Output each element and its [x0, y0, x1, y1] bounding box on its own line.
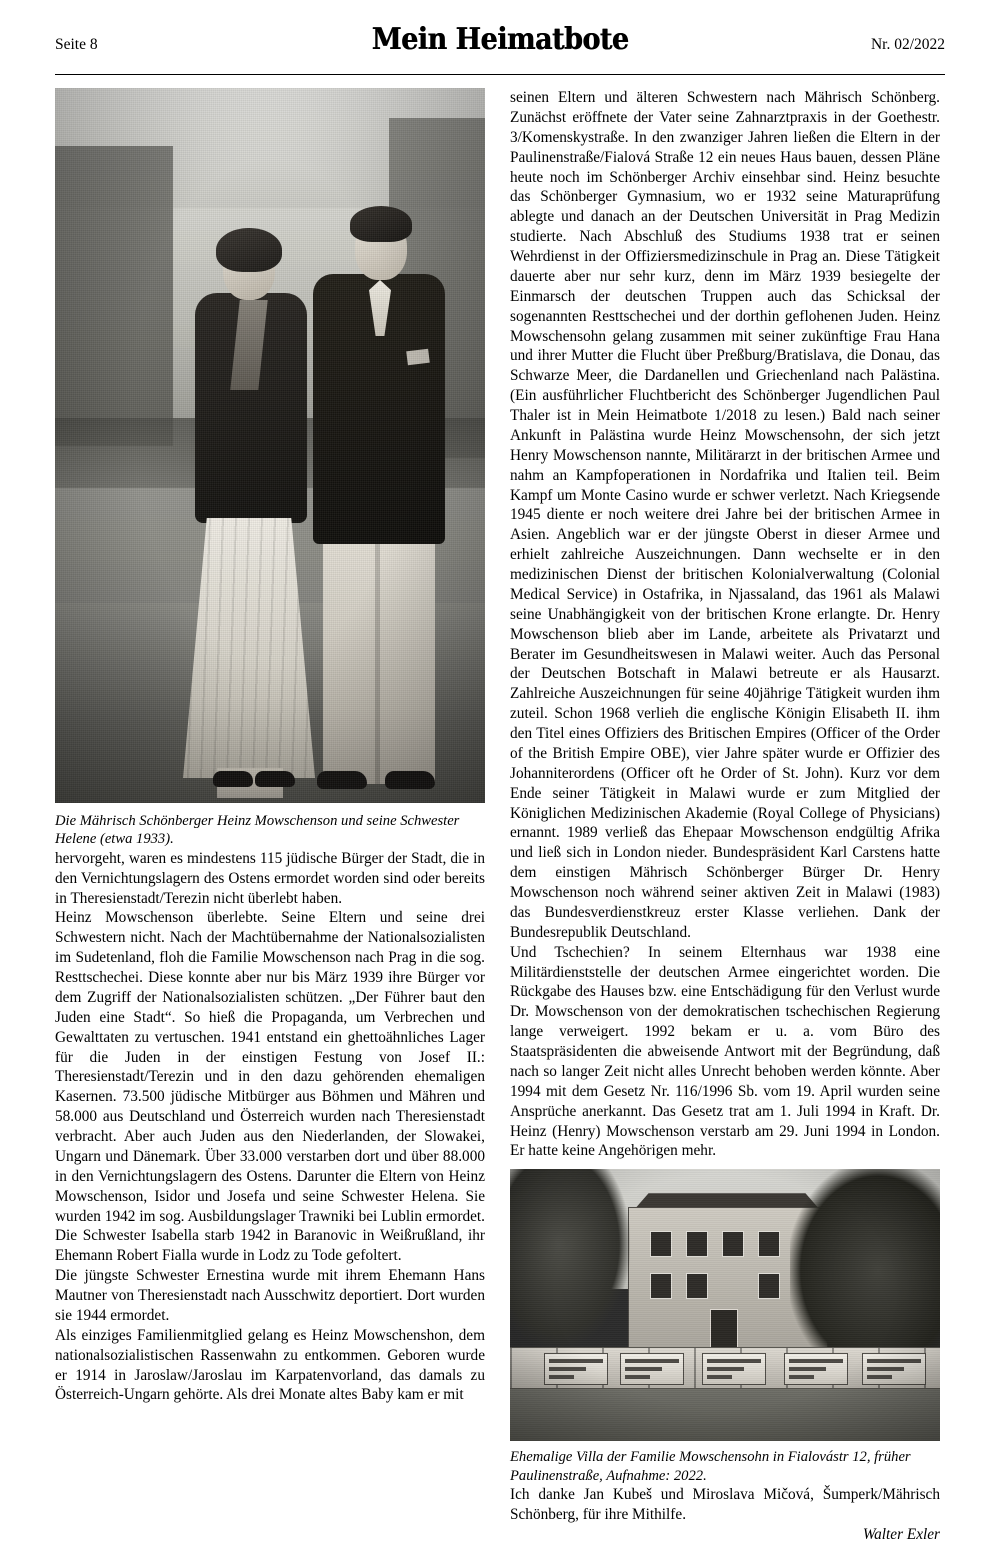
acknowledgement-paragraph: Ich danke Jan Kubeš und Miroslava Mičová, Šumperk/Mährisch Schönberg, für ihre Mithilfe. [510, 1486, 940, 1523]
left-column [55, 88, 485, 1405]
page-header [55, 22, 945, 66]
villa-photo [510, 1169, 940, 1441]
author-signature: Walter Exler [862, 1525, 940, 1543]
portrait-photo-caption: Die Mährisch Schönberger Heinz Mowschenson und seine Schwester Helene (etwa 1933). [55, 813, 460, 848]
issue-number-label: Nr. 02/2022 [870, 36, 945, 53]
left-paragraph-3: Die jüngste Schwester Ernestina wurde mit ihrem Ehemann Hans Mautner von Theresienstadt nach Ausschwitz deportiert. Dort wurden sie 1944 ermordet. [55, 1267, 485, 1324]
header-divider [55, 74, 945, 75]
historic-portrait-photo [55, 88, 485, 803]
right-paragraph-1: seinen Eltern und älteren Schwestern nach Mährisch Schönberg. Zunächst eröffnete der Vater seine Zahnarztpraxis in der Goethestr. 3/Komenskystraße. In den zwanziger Jahren ließen die Eltern in der Paulinenstraße/Fialová Straße 12 ein neues Haus bauen, dessen Pläne heute noch im Schönberger Archiv einsehbar sind. Heinz besuchte das Schönberger Gymnasium, wo er 1932 seine Maturaprüfung ablegte und danach an der Deutschen Universität in Prag Medizin studierte. Nach Abschluß des Studiums 1938 trat er seinen Wehrdienst in der Offiziersmedizinschule in Prag an. Diese Tätigkeit dauerte aber nur sehr kurz, denn im März 1939 besiegelte der Einmarsch der deutschen Truppen auch das Schicksal der sogenannten Resttschechei und der dorthin geflohenen Juden. Heinz Mowschensohn gelang zusammen mit seiner zukünftige Frau Hana und ihrer Mutter die Flucht über Preßburg/Bratislava, die Donau, das Schwarze Meer, die Dardanellen und Griechenland nach Palästina. (Ein ausführlicher Fluchtbericht des Schönberger Jugendlichen Paul Thaler ist in Mein Heimatbote 1/2018 zu lesen.) Bald nach seiner Ankunft in Palästina wurde Heinz Mowschensohn, der sich jetzt Henry Mowschenson nannte, Militärarzt in der britischen Armee und nahm an Kampfoperationen in Nordafrika und Italien teil. Beim Kampf um Monte Casino wurde er schwer verletzt. Nach Kriegsende 1945 diente er noch weitere drei Jahre bei der britischen Armee in Asien. Angeblich war er der jüngste Oberst in dieser Armee und erhielt zahlreiche Auszeichnungen. Dann wechselte er in den medizinischen Dienst der britischen Kolonialverwaltung (Colonial Medical Service) in Ostafrika, in Njassaland, das 1961 als Malawi seine Unabhängigkeit von der britischen Krone erlangte. Dr. Henry Mowschenson blieb aber im Lande, arbeitete als Privatarzt und Berater im Gesundheitswesen in Malawi weiter. Auch das Personal der Deutschen Botschaft in Malawi betreute er als Hausarzt. Zahlreiche Auszeichnungen für seine 40jährige Tätigkeit wurden ihm zuteil. Schon 1968 verlieh die englische Königin Elisabeth II. ihm den Titel eines Offiziers des Britischen Empires (Officer of the Order of the British Empire OBE), vier Jahre später wurde er Offizier des Johanniterordens (Officer oft he Order of St. John). Kurz vor dem Ende seiner Tätigkeit in Malawi wurde er zum Mitglied der Königlichen Medizinischen Akademie (Royal College of Physicians) ernannt. 1989 verließ das Ehepaar Mowschenson endgültig Afrika und ließ sich in London nieder. Bundespräsident Karl Carstens hatte dem einstigen Mährisch Schönberger Bürger Dr. Henry Mowschenson noch während seiner aktiven Zeit in Malawi (1983) das Bundesverdienstkreuz erster Klasse verliehen. Dank der Bundesrepublik Deutschland. [510, 89, 940, 941]
page-number-label: Seite 8 [55, 36, 98, 53]
villa-photo-caption: Ehemalige Villa der Familie Mowschensohn in Fialovástr 12, früher Paulinenstraße, Aufnahme: 2022. [510, 1449, 911, 1484]
photo-vignette [55, 88, 485, 803]
left-paragraph-1: hervorgeht, waren es mindestens 115 jüdische Bürger der Stadt, die in den Vernichtungslagern des Ostens ermordet worden sind oder bereits in Theresienstadt/Terezin nicht überlebt haben. [55, 849, 485, 907]
masthead-title: Mein Heimatbote [371, 22, 629, 57]
right-column [510, 88, 940, 1545]
left-paragraph-2: Heinz Mowschenson überlebte. Seine Eltern und seine drei Schwestern nicht. Nach der Machtübernahme der Nationalsozialisten im Sudetenland, floh die Familie Mowschenson nach Prag in die sog. Resttschechei. Diese konnte aber nur bis März 1939 ihre Bürger vor dem Zugriff der Nationalsozialisten schützen. „Der Führer baut den Juden eine Stadt“. So hieß die Propaganda, um Verbrechen und Gewalttaten zu vertuschen. 1941 entstand ein ghettoähnliches Lager für die Juden in der einstigen Festung von Josef II.: Theresienstadt/Terezin und in den dazu gehörenden ehemaligen Kasernen. 73.500 jüdische Mitbürger aus Böhmen und Mähren und 58.000 aus Deutschland und Österreich wurden nach Theresienstadt verbracht. Aber auch Juden aus den Niederlanden, der Slowakei, Ungarn und Dänemark. Über 33.000 verstarben dort und über 88.000 in den Vernichtungslagern des Ostens. Darunter die Eltern von Heinz Mowschenson, Isidor und Josefa und seine Schwester Helena. Sie wurden 1942 im sog. Ausbildungslager Trawniki bei Lublin ermordet. Die Schwester Isabella starb 1942 in Baranovic in Weißrußland, ihr Ehemann Robert Fialla wurde in Lodz zu Tode gefoltert. [55, 909, 485, 1265]
left-paragraph-4: Als einziges Familienmitglied gelang es Heinz Mowschenshon, dem nationalsozialistischen Rassenwahn zu entkommen. Geboren wurde er 1914 in Jaroslaw/Jaroslau im Karpatenvorland, das damals zu Österreich-Ungarn gehörte. Als drei Monate altes Baby kam er mit [55, 1326, 485, 1404]
right-paragraph-2: Und Tschechien? In seinem Elternhaus war 1938 eine Militärdienststelle der deutschen Armee eingerichtet worden. Die Rückgabe des Hauses bzw. eine Entschädigung für den Verlust wurde Dr. Mowschenson von der demokratischen tschechischen Regierung lange verweigert. 1992 bekam er u. a. vom Büro des Staatspräsidenten die abweisende Antwort mit der Begründung, daß nach so langer Zeit nicht alles Unrecht behoben werden könnte. Aber 1994 mit dem Gesetz Nr. 116/1996 Sb. vom 19. April wurden seine Ansprüche anerkannt. Das Gesetz trat am 1. Juli 1994 in Kraft. Dr. Heinz (Henry) Mowschenson verstarb am 29. Juni 1994 in London. Er hatte keine Angehörigen mehr. [510, 943, 940, 1160]
villa-photo-vignette [510, 1169, 940, 1441]
